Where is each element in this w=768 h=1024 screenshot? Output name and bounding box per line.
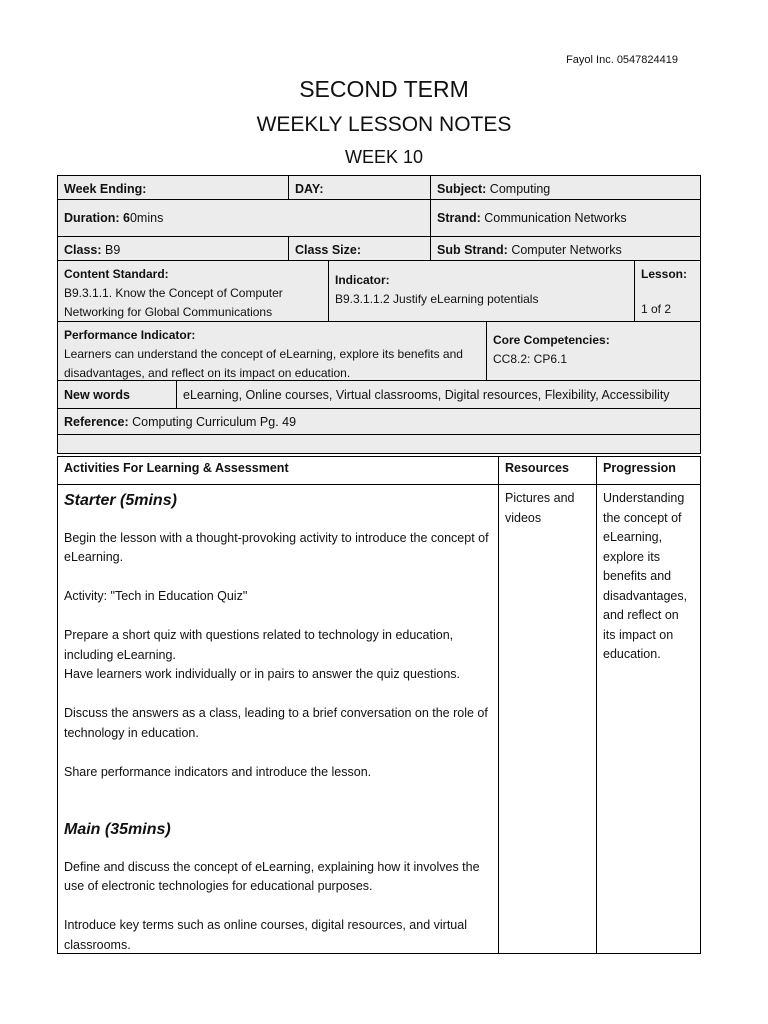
resources-value: Pictures and videos	[505, 491, 575, 525]
performance-indicator-value: Learners can understand the concept of eLearning, explore its benefits and disadvantages, and reflect on its impact on education.	[64, 347, 463, 380]
header-row-4	[58, 261, 700, 322]
indicator-value: B9.3.1.1.2 Justify eLearning potentials	[335, 292, 539, 306]
duration-label: Duration: 6	[64, 211, 130, 225]
term-title: SECOND TERM	[299, 76, 469, 102]
performance-indicator-label: Performance Indicator:	[64, 328, 196, 342]
content-standard-value: B9.3.1.1. Know the Concept of Computer Networking for Global Communications	[64, 286, 283, 319]
lesson-value: 1 of 2	[641, 302, 672, 316]
starter-discussion: Discuss the answers as a class, leading to a brief conversation on the role of technology in education.	[64, 706, 488, 740]
progression-column-header: Progression	[597, 457, 700, 485]
strand-value: Communication Networks	[484, 211, 627, 225]
starter-heading: Starter (5mins)	[64, 492, 177, 509]
activities-column	[58, 457, 498, 953]
indicator-label: Indicator:	[335, 273, 390, 287]
week-title: WEEK 10	[344, 147, 424, 167]
day-label: DAY:	[295, 182, 324, 196]
content-standard-label: Content Standard:	[64, 267, 169, 281]
resources-column-header: Resources	[499, 457, 596, 485]
class-size-label: Class Size:	[295, 243, 362, 257]
header-row-3	[58, 237, 700, 261]
lesson-label: Lesson:	[641, 267, 688, 281]
core-competencies-label: Core Competencies:	[493, 333, 610, 347]
starter-activity: Activity: "Tech in Education Quiz"	[64, 589, 248, 603]
header-row-5	[58, 322, 700, 381]
new-words-value: eLearning, Online courses, Virtual classrooms, Digital resources, Flexibility, Accessibility	[183, 388, 670, 402]
sub-strand-label: Sub Strand:	[437, 243, 508, 257]
main-heading: Main (35mins)	[64, 821, 171, 838]
reference-label: Reference:	[64, 415, 129, 429]
starter-quiz-work: Have learners work individually or in pairs to answer the quiz questions.	[64, 667, 461, 681]
header-row-2	[58, 200, 700, 237]
duration-value: 0mins	[129, 211, 164, 225]
progression-value: Understanding the concept of eLearning, explore its benefits and disadvantages, and reflect on its impact on education.	[603, 491, 688, 661]
header-row-6	[58, 381, 700, 409]
week-ending-label: Week Ending:	[64, 182, 147, 196]
reference-value: Computing Curriculum Pg. 49	[132, 415, 297, 429]
new-words-label: New words	[64, 388, 130, 402]
class-value: B9	[105, 243, 121, 257]
sub-strand-value: Computer Networks	[511, 243, 622, 257]
starter-quiz-prep: Prepare a short quiz with questions related to technology in education, including eLearning.	[64, 628, 454, 662]
header-row-7	[58, 409, 700, 435]
subject-value: Computing	[489, 182, 551, 196]
notes-title: WEEKLY LESSON NOTES	[256, 113, 512, 136]
header-row-1	[58, 176, 700, 200]
progression-column	[596, 457, 700, 953]
activities-column-header: Activities For Learning & Assessment	[58, 457, 498, 485]
header-row-empty	[58, 435, 700, 455]
class-label: Class:	[64, 243, 102, 257]
lesson-header-table	[57, 175, 701, 454]
activities-table	[57, 456, 701, 954]
strand-label: Strand:	[437, 211, 481, 225]
company-contact: Fayol Inc. 0547824419	[566, 54, 678, 66]
core-competencies-value: CC8.2: CP6.1	[493, 352, 568, 366]
main-paragraph-terms: Introduce key terms such as online courses, digital resources, and virtual classrooms.	[64, 918, 467, 952]
starter-share: Share performance indicators and introduce the lesson.	[64, 764, 372, 779]
resources-column	[498, 457, 596, 953]
subject-label: Subject:	[437, 182, 487, 196]
main-paragraph-define: Define and discuss the concept of eLearning, explaining how it involves the use of electronic technologies for educational purposes.	[64, 859, 480, 893]
starter-paragraph: Begin the lesson with a thought-provoking activity to introduce the concept of eLearning.	[64, 530, 489, 564]
